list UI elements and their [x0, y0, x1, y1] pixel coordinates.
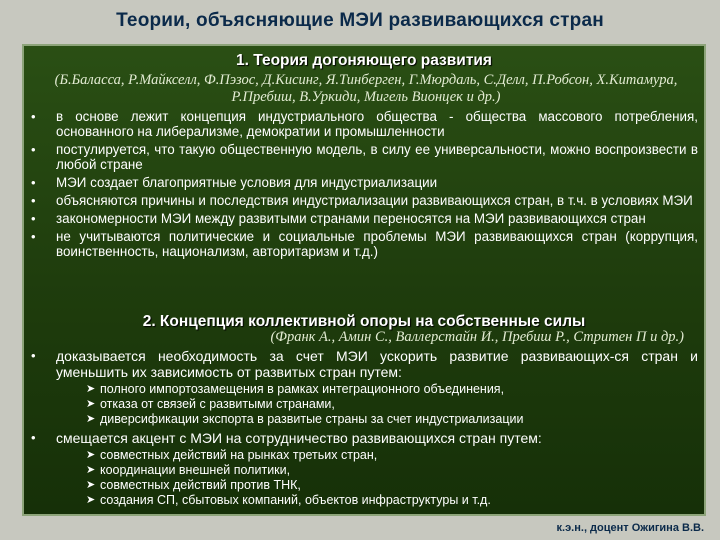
- bullet-dot-icon: •: [31, 211, 36, 226]
- arrow-bullet-icon: ➤: [86, 383, 96, 395]
- list-item: • в основе лежит концепция индустриального общества - общества массового потребления, основанного на либерализме, демократии и промышленности: [31, 109, 698, 139]
- section2-sublist-2: [56, 448, 698, 507]
- section2-bullet-list: [26, 348, 698, 511]
- sub-list-item: ➤ диверсификации экспорта в развитые страны за счет индустриализации: [86, 412, 524, 426]
- list-item: • смещается акцент с МЭИ на сотрудничество развивающихся стран путем: ➤ совместных действий на рынках третьих стран, ➤ координации внешней политики, ➤ совместных действий против ТНК, ➤ создания СП, сбытовых компаний, объектов инфраструктуры и т.д.: [26, 430, 698, 507]
- bullet-dot-icon: •: [31, 175, 36, 190]
- slide-title: Теории, объясняющие МЭИ развивающихся стран: [116, 10, 604, 31]
- arrow-bullet-icon: ➤: [86, 413, 96, 425]
- bullet-dot-icon: •: [31, 348, 36, 363]
- arrow-bullet-icon: ➤: [86, 494, 96, 506]
- sub-list-item: ➤ отказа от связей с развитыми странами,: [86, 397, 335, 411]
- list-item: • доказывается необходимость за счет МЭИ ускорить развитие развивающих-ся стран и уменьшить их зависимость от развитых стран путем: ➤ полного импортозамещения в рамках интеграционного объединения, ➤ отказа от связей с развитыми странами, ➤ диверсификации экспорта в развитые страны за счет индустриализации: [31, 348, 698, 426]
- list-item: • закономерности МЭИ между развитыми странами переносятся на МЭИ развивающихся стран: [31, 211, 646, 226]
- arrow-bullet-icon: ➤: [86, 464, 96, 476]
- sub-list-item: ➤ создания СП, сбытовых компаний, объектов инфраструктуры и т.д.: [86, 493, 491, 507]
- bullet-dot-icon: •: [31, 109, 36, 124]
- bullet-dot-icon: •: [31, 430, 36, 445]
- content-panel: [22, 44, 706, 516]
- arrow-bullet-icon: ➤: [86, 479, 96, 491]
- list-item: • объясняются причины и последствия индустриализации развивающихся стран, в т.ч. в условиях МЭИ: [31, 193, 693, 208]
- section2-title: 2. Концепция коллективной опоры на собственные силы: [142, 313, 586, 330]
- section2-authors: (Франк А., Амин С., Валлерстайн И., Пребиш Р., Стритен П и др.): [270, 329, 684, 345]
- arrow-bullet-icon: ➤: [86, 398, 96, 410]
- bullet-dot-icon: •: [31, 142, 36, 157]
- sub-list-item: ➤ совместных действий на рынках третьих стран,: [86, 448, 378, 462]
- author-footer: к.э.н., доцент Ожигина В.В.: [556, 522, 704, 534]
- section1-bullet-list: [26, 109, 698, 262]
- sub-list-item: ➤ координации внешней политики,: [86, 463, 291, 477]
- sub-list-item: ➤ совместных действий против ТНК,: [86, 478, 301, 492]
- section1-authors: (Б.Баласса, Р.Майкселл, Ф.Пэзос, Д.Кисинг, Я.Тинберген, Г.Мюрдаль, С.Делл, П.Робсон, Х.Китамура, Р.Пребиш, В.Уркиди, Мигель Вионцек и др.): [54, 72, 678, 105]
- sub-list-item: ➤ полного импортозамещения в рамках интеграционного объединения,: [86, 382, 505, 396]
- section2-sublist-1: [56, 382, 698, 426]
- list-item: • не учитываются политические и социальные проблемы МЭИ развивающихся стран (коррупция, воинственность, национализм, авторитаризм и т.д.): [31, 229, 698, 259]
- bullet-dot-icon: •: [31, 193, 36, 208]
- arrow-bullet-icon: ➤: [86, 449, 96, 461]
- section1-title: 1. Теория догоняющего развития: [236, 52, 492, 69]
- bullet-dot-icon: •: [31, 229, 36, 244]
- list-item: • МЭИ создает благоприятные условия для индустриализации: [31, 175, 438, 190]
- list-item: • постулируется, что такую общественную модель, в силу ее универсальности, можно воспроизвести в любой стране: [31, 142, 698, 172]
